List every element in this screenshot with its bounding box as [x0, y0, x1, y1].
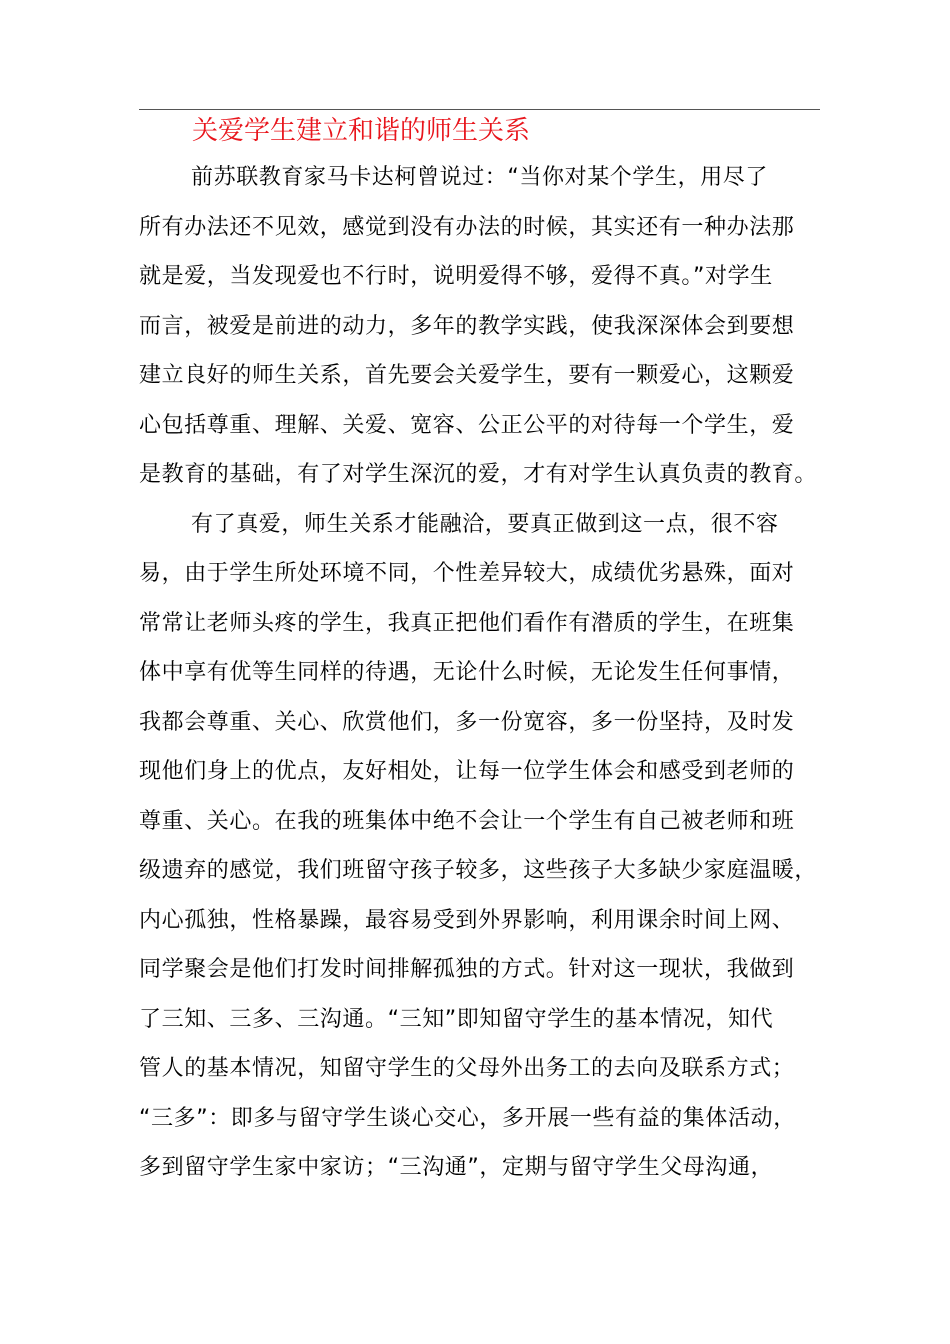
text-line: 现他们身上的优点，友好相处，让每一位学生体会和感受到老师的: [139, 759, 795, 784]
text-line: 是教育的基础，有了对学生深沉的爱，才有对学生认真负责的教育。: [139, 462, 818, 487]
text-line: 级遗弃的感觉，我们班留守孩子较多，这些孩子大多缺少家庭温暖，: [139, 858, 818, 883]
paragraph-1: [139, 153, 829, 500]
text-line: 常常让老师头疼的学生，我真正把他们看作有潜质的学生，在班集: [139, 610, 795, 636]
text-line: 有了真爱，师生关系才能融洽，要真正做到这一点，很不容: [191, 511, 779, 537]
text-line: 所有办法还不见效，感觉到没有办法的时候，其实还有一种办法那: [139, 214, 795, 240]
text-line: 了三知、三多、三沟通。“三知”即知留守学生的基本情况，知代: [139, 1006, 774, 1032]
text-line: 内心孤独，性格暴躁，最容易受到外界影响，利用课余时间上网、: [139, 907, 795, 933]
text-line: 多到留守学生家中家访；“三沟通”，定期与留守学生父母沟通，: [139, 1155, 774, 1180]
header-rule: [139, 109, 820, 110]
text-line: 尊重、关心。在我的班集体中绝不会让一个学生有自己被老师和班: [139, 808, 795, 834]
text-line: 我都会尊重、关心、欣赏他们，多一份宽容，多一份坚持，及时发: [139, 709, 795, 735]
text-line: 易，由于学生所处环境不同，个性差异较大，成绩优劣悬殊，面对: [139, 561, 795, 586]
text-line: 同学聚会是他们打发时间排解孤独的方式。针对这一现状，我做到: [139, 957, 795, 982]
text-line: 管人的基本情况，知留守学生的父母外出务工的去向及联系方式；: [139, 1056, 795, 1081]
text-line: 心包括尊重、理解、关爱、宽容、公正公平的对待每一个学生，爱: [139, 412, 795, 438]
text-line: “三多”：即多与留守学生谈心交心，多开展一些有益的集体活动，: [139, 1105, 796, 1131]
document-title: 关爱学生建立和谐的师生关系: [192, 116, 531, 146]
text-line: 建立良好的师生关系，首先要会关爱学生，要有一颗爱心，这颗爱: [139, 363, 795, 388]
text-line: 而言，被爱是前进的动力，多年的教学实践，使我深深体会到要想: [139, 313, 795, 339]
text-line: 体中享有优等生同样的待遇，无论什么时候，无论发生任何事情，: [139, 660, 795, 685]
paragraph-2: [139, 500, 829, 1193]
text-line: 前苏联教育家马卡达柯曾说过：“当你对某个学生，用尽了: [191, 165, 768, 190]
document-body: [139, 153, 829, 1193]
text-line: 就是爱，当发现爱也不行时，说明爱得不够，爱得不真。”对学生: [139, 264, 773, 289]
